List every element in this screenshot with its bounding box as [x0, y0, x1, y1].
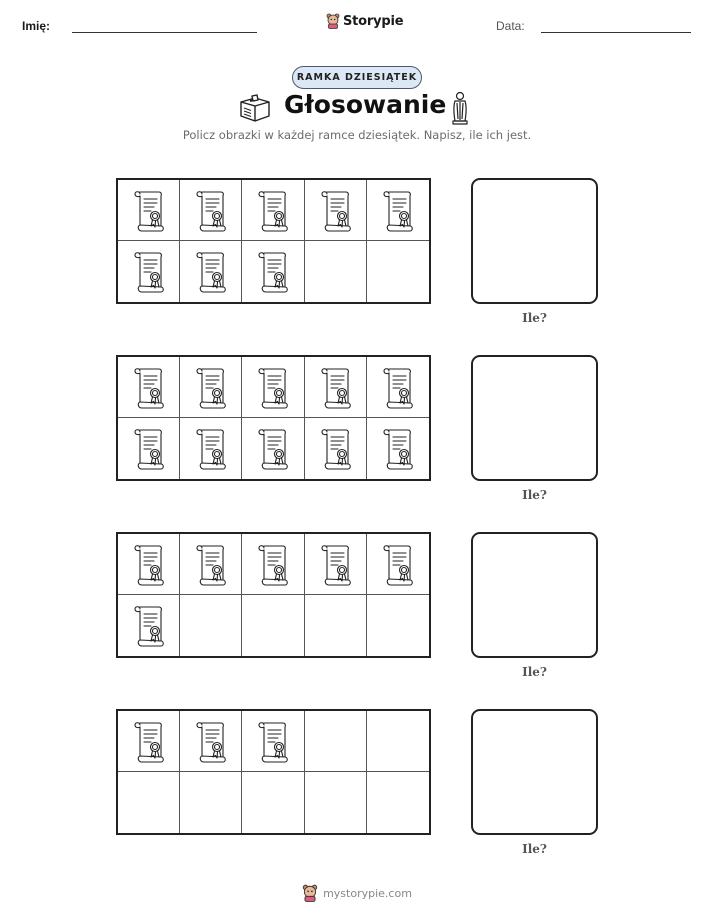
brand-logo — [326, 13, 403, 29]
ten-frame — [116, 355, 431, 481]
ten-frame-cell — [180, 357, 242, 418]
ballot-box-icon — [238, 92, 272, 124]
ten-frame-cell — [242, 711, 304, 772]
brand-name: Storypie — [343, 13, 404, 29]
ten-frame-cell — [367, 595, 429, 656]
answer-label: Ile? — [522, 311, 547, 325]
name-line[interactable] — [72, 32, 257, 33]
ten-frame — [116, 709, 431, 835]
ten-frame-cell — [242, 418, 304, 479]
ten-frame-cell — [305, 418, 367, 479]
scroll-diploma-icon — [380, 543, 416, 587]
ten-frame-cell — [118, 418, 180, 479]
scroll-diploma-icon — [255, 366, 291, 410]
ten-frame-cell — [367, 534, 429, 595]
scroll-diploma-icon — [131, 543, 167, 587]
scroll-diploma-icon — [131, 250, 167, 294]
ten-frame-cell — [118, 534, 180, 595]
ten-frame-cell — [118, 241, 180, 302]
ten-frame-cell — [367, 711, 429, 772]
footer — [0, 884, 714, 902]
ten-frame-cell — [180, 595, 242, 656]
ten-frame-cell — [180, 180, 242, 241]
scroll-diploma-icon — [193, 720, 229, 764]
answer-box[interactable] — [471, 709, 598, 835]
ten-frame-cell — [367, 772, 429, 833]
scroll-diploma-icon — [318, 366, 354, 410]
title-row — [0, 88, 714, 128]
ten-frame-cell — [118, 357, 180, 418]
ten-frame-cell — [305, 772, 367, 833]
ten-frame-cell — [367, 357, 429, 418]
scroll-diploma-icon — [193, 427, 229, 471]
scroll-diploma-icon — [255, 720, 291, 764]
scroll-diploma-icon — [318, 543, 354, 587]
answer-label: Ile? — [522, 488, 547, 502]
ten-frame-cell — [118, 180, 180, 241]
ten-frame — [116, 178, 431, 304]
bear-mascot-icon — [326, 13, 340, 29]
scroll-diploma-icon — [255, 250, 291, 294]
scroll-diploma-icon — [380, 427, 416, 471]
name-label: Imię: — [22, 19, 51, 33]
ten-frame-cell — [367, 241, 429, 302]
scroll-diploma-icon — [318, 189, 354, 233]
ten-frame-cell — [305, 180, 367, 241]
scroll-diploma-icon — [255, 427, 291, 471]
ten-frame-cell — [180, 418, 242, 479]
scroll-diploma-icon — [255, 543, 291, 587]
worksheet-title: Głosowanie — [284, 90, 447, 119]
footer-site: mystorypie.com — [323, 886, 412, 900]
date-label: Data: — [496, 19, 525, 33]
ten-frame-cell — [305, 711, 367, 772]
ten-frame-cell — [118, 595, 180, 656]
category-tag: RAMKA DZIESIĄTEK — [292, 66, 422, 89]
scroll-diploma-icon — [131, 720, 167, 764]
ten-frame-cell — [242, 357, 304, 418]
scroll-diploma-icon — [131, 604, 167, 648]
ten-frame-cell — [118, 772, 180, 833]
scroll-diploma-icon — [193, 366, 229, 410]
bear-mascot-icon — [302, 884, 318, 902]
ten-frame-cell — [305, 357, 367, 418]
ten-frame-cell — [180, 534, 242, 595]
answer-label: Ile? — [522, 665, 547, 679]
scroll-diploma-icon — [193, 543, 229, 587]
ten-frame-cell — [242, 772, 304, 833]
answer-box[interactable] — [471, 178, 598, 304]
ten-frame-cell — [242, 241, 304, 302]
ten-frame-cell — [180, 711, 242, 772]
answer-box[interactable] — [471, 355, 598, 481]
ten-frame — [116, 532, 431, 658]
instructions: Policz obrazki w każdej ramce dziesiątek. Napisz, ile ich jest. — [182, 128, 532, 142]
scroll-diploma-icon — [380, 189, 416, 233]
answer-box[interactable] — [471, 532, 598, 658]
date-line[interactable] — [541, 32, 691, 33]
scroll-diploma-icon — [255, 189, 291, 233]
ten-frame-cell — [305, 241, 367, 302]
scroll-diploma-icon — [193, 250, 229, 294]
ten-frame-cell — [242, 595, 304, 656]
ten-frame-cell — [367, 418, 429, 479]
statue-icon — [449, 91, 471, 125]
ten-frame-cell — [242, 180, 304, 241]
answer-label: Ile? — [522, 842, 547, 856]
scroll-diploma-icon — [131, 189, 167, 233]
scroll-diploma-icon — [318, 427, 354, 471]
ten-frame-cell — [118, 711, 180, 772]
ten-frame-cell — [305, 534, 367, 595]
scroll-diploma-icon — [193, 189, 229, 233]
ten-frame-cell — [180, 241, 242, 302]
ten-frame-cell — [242, 534, 304, 595]
scroll-diploma-icon — [131, 427, 167, 471]
ten-frame-cell — [305, 595, 367, 656]
ten-frame-cell — [367, 180, 429, 241]
scroll-diploma-icon — [380, 366, 416, 410]
scroll-diploma-icon — [131, 366, 167, 410]
ten-frame-cell — [180, 772, 242, 833]
